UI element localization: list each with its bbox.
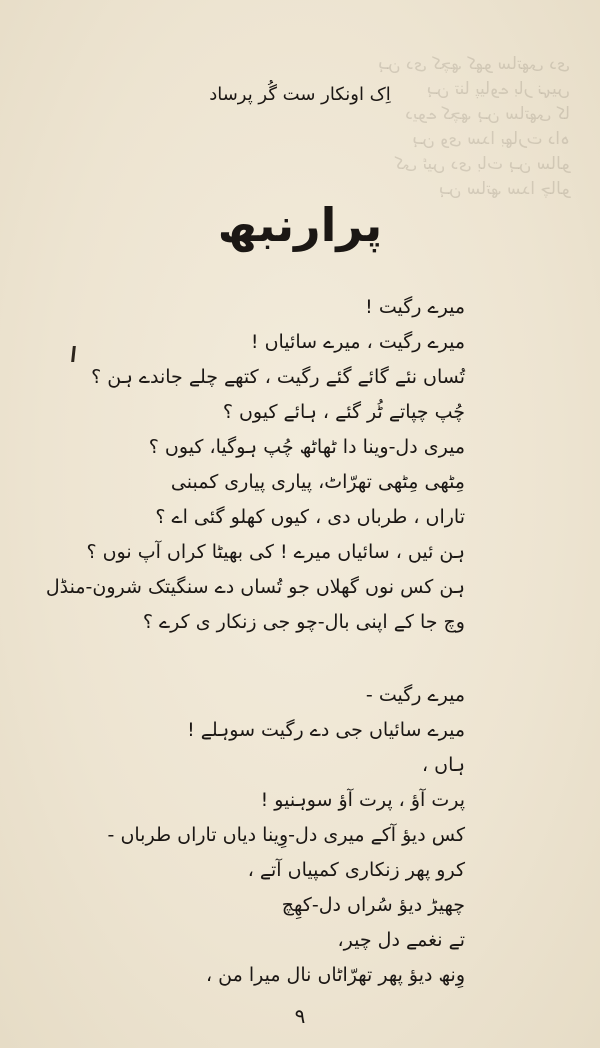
poem-line: میرے رگیت -	[365, 684, 465, 706]
poem-line: ہن کس نوں گھلاں جو تُساں دے سنگیتک شرون-منڈل	[45, 576, 465, 598]
bleed-line: ہن وی سدا بھارت داہ	[411, 129, 570, 149]
poem-line: وچ جا کے اپنی بال-چو جی زنکار ی کرے ؟	[142, 611, 465, 633]
poem-line: وِنھ دیؤ پھر تھرّاٹاں نال میرا من ،	[205, 964, 465, 986]
poem-line: میرے رگیت !	[365, 296, 465, 318]
bleed-through-text	[310, 52, 570, 202]
poem-line: تے نغمے دل چیر،	[337, 929, 465, 951]
poem-line: ہاں ،	[421, 754, 465, 776]
poem-line: میرے رگیت ، میرے سائیاں !	[250, 331, 465, 353]
poem-line: تُساں نئے گائے گئے رگیت ، کتھے چلے جاندے ہن ؟	[91, 366, 465, 388]
poem-line: مِٹھی مِٹھی تھرّاٹ، پیاری پیاری کمبنی	[170, 471, 465, 493]
poem-stanza-2	[108, 678, 465, 993]
poem-line: چھیڑ دیؤ سُراں دل-کھِچ	[281, 894, 465, 916]
page-number: ۹	[294, 1004, 306, 1028]
bleed-line: ہن دی کچھ کھو ساتھی دی	[377, 54, 570, 74]
poem-line: کس دیؤ آکے میری دل-وِینا دیاں تاراں طرباں -	[107, 824, 465, 846]
poem-line: پرت آؤ ، پرت آؤ سوہنیو !	[260, 789, 465, 811]
invocation-header: اِک اونکار ست گُر پرساد	[209, 84, 391, 105]
bleed-line: کی ئیں دی بات ہن سالو	[394, 154, 570, 174]
bleed-line: ہن ساتھ سدا چالو	[438, 179, 570, 199]
poem-line: تاراں ، طرباں دی ، کیوں کھلو گئی اے ؟	[155, 506, 465, 528]
bleed-line: دیوے کچھ ہن ساتھی کا	[405, 104, 570, 124]
poem-line: ہن ئیں ، سائیاں میرے ! کی بھیٹا کراں آپ نوں ؟	[86, 541, 465, 563]
bleed-line: ہن تنا پیاوے بار نہیں	[426, 79, 570, 99]
poem-line: میرے سائیاں جی دے رگیت سوہلے !	[187, 719, 465, 741]
poem-line: چُپ چپاتے ٹُر گئے ، ہائے کیوں ؟	[222, 401, 465, 423]
poem-line: کرو پھر زنکاری کمپیاں آتے ،	[247, 859, 465, 881]
poem-line: میری دل-وینا دا ٹھاٹھ چُپ ہوگیا، کیوں ؟	[148, 436, 465, 458]
page-title: پرارنبھ	[217, 198, 383, 252]
poem-stanza-1	[46, 290, 465, 640]
